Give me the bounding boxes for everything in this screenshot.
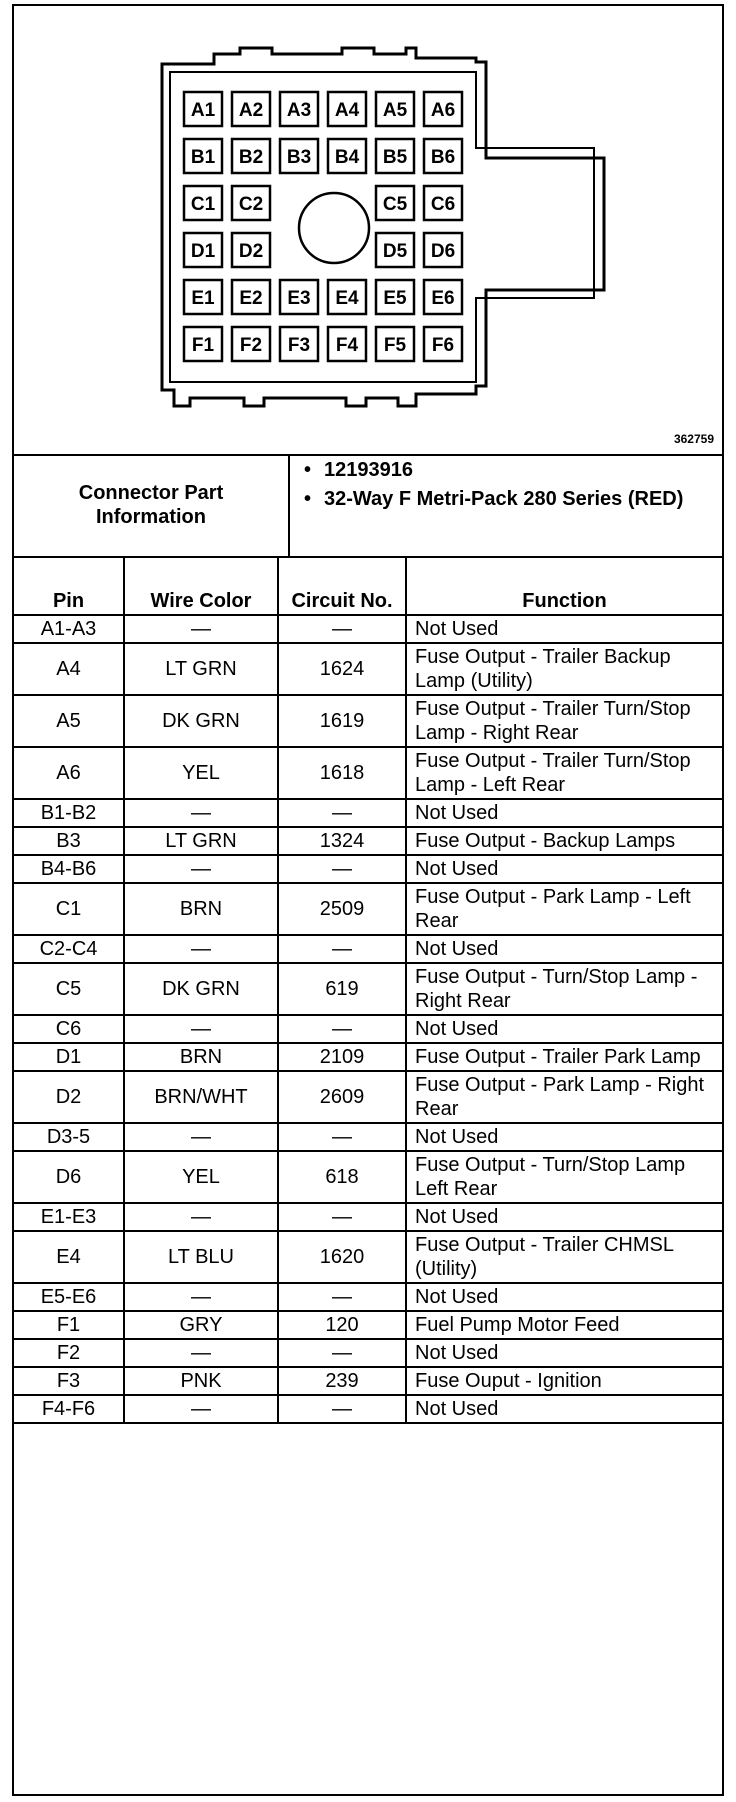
pin-cell: F4-F6 — [14, 1395, 124, 1423]
wire-color-cell: PNK — [124, 1367, 278, 1395]
pin-cell: B3 — [14, 827, 124, 855]
center-post — [299, 193, 369, 263]
wire-color-cell: — — [124, 799, 278, 827]
circuit-cell: — — [278, 1339, 406, 1367]
cavity-label: E3 — [287, 288, 311, 309]
cavity-label: D6 — [430, 241, 456, 262]
table-row — [14, 883, 722, 935]
cavity-label: B1 — [190, 147, 216, 168]
pin-cell: D6 — [14, 1151, 124, 1203]
pin-cell: D3-5 — [14, 1123, 124, 1151]
function-cell: Not Used — [406, 615, 722, 643]
function-cell: Fuse Output - Trailer Turn/Stop Lamp - Right Rear — [406, 695, 722, 747]
circuit-cell: — — [278, 935, 406, 963]
circuit-cell: — — [278, 799, 406, 827]
circuit-cell: 2509 — [278, 883, 406, 935]
table-row — [14, 935, 722, 963]
table-row — [14, 1231, 722, 1283]
pin-cell: D1 — [14, 1043, 124, 1071]
table-row — [14, 827, 722, 855]
table-row — [14, 1151, 722, 1203]
cavity-label: E4 — [335, 288, 359, 309]
cavity-label: D1 — [190, 241, 216, 262]
wire-color-cell: — — [124, 1015, 278, 1043]
table-row — [14, 1015, 722, 1043]
function-cell: Fuse Output - Trailer Backup Lamp (Utility) — [406, 643, 722, 695]
table-row — [14, 695, 722, 747]
table-row — [14, 963, 722, 1015]
table-row — [14, 643, 722, 695]
function-cell: Fuse Ouput - Ignition — [406, 1367, 722, 1395]
pin-cell: C6 — [14, 1015, 124, 1043]
cavity-label: D2 — [238, 241, 264, 262]
cavity-label: B4 — [334, 147, 360, 168]
circuit-cell: 239 — [278, 1367, 406, 1395]
wire-color-cell: BRN — [124, 883, 278, 935]
pin-cell: E4 — [14, 1231, 124, 1283]
function-cell: Fuse Output - Trailer Turn/Stop Lamp - Left Rear — [406, 747, 722, 799]
cavity-label: A6 — [430, 100, 456, 121]
pin-cell: B1-B2 — [14, 799, 124, 827]
cavity-label: B2 — [238, 147, 264, 168]
wire-color-cell: LT BLU — [124, 1231, 278, 1283]
wire-color-cell: BRN/WHT — [124, 1071, 278, 1123]
connector-info-label: Connector Part Information — [14, 454, 290, 556]
table-row — [14, 1203, 722, 1231]
cavity-label: E1 — [191, 288, 215, 309]
circuit-cell: — — [278, 1395, 406, 1423]
pin-table — [14, 556, 722, 1424]
circuit-cell: 2609 — [278, 1071, 406, 1123]
pin-cell: B4-B6 — [14, 855, 124, 883]
cavity-label: C2 — [238, 194, 264, 215]
pin-cell: F2 — [14, 1339, 124, 1367]
cavity-label: C6 — [430, 194, 456, 215]
circuit-cell: 618 — [278, 1151, 406, 1203]
wire-color-cell: — — [124, 615, 278, 643]
header-wire-color: Wire Color — [124, 556, 278, 615]
function-cell: Not Used — [406, 799, 722, 827]
pin-cell: C2-C4 — [14, 935, 124, 963]
circuit-cell: 120 — [278, 1311, 406, 1339]
pin-cell: E1-E3 — [14, 1203, 124, 1231]
header-pin: Pin — [14, 556, 124, 615]
cavity-label: A2 — [238, 100, 264, 121]
function-cell: Not Used — [406, 1123, 722, 1151]
circuit-cell: — — [278, 1015, 406, 1043]
table-row — [14, 1071, 722, 1123]
header-function: Function — [406, 556, 722, 615]
table-row — [14, 615, 722, 643]
table-row — [14, 1311, 722, 1339]
circuit-cell: — — [278, 615, 406, 643]
cavity-label: F5 — [383, 335, 407, 356]
pin-cell: F3 — [14, 1367, 124, 1395]
function-cell: Not Used — [406, 1283, 722, 1311]
wire-color-cell: LT GRN — [124, 643, 278, 695]
cavity-label: A1 — [190, 100, 216, 121]
figure-id-label: 362759 — [673, 432, 714, 446]
cavity-label: E5 — [383, 288, 407, 309]
function-cell: Not Used — [406, 1015, 722, 1043]
table-row — [14, 1123, 722, 1151]
cavity-label: F3 — [287, 335, 311, 356]
wire-color-cell: — — [124, 1203, 278, 1231]
function-cell: Fuse Output - Park Lamp - Left Rear — [406, 883, 722, 935]
pin-cell: F1 — [14, 1311, 124, 1339]
function-cell: Not Used — [406, 1339, 722, 1367]
header-circuit-no: Circuit No. — [278, 556, 406, 615]
cavity-label: C5 — [382, 194, 408, 215]
cavity-label: B5 — [382, 147, 408, 168]
wire-color-cell: DK GRN — [124, 695, 278, 747]
cavity-label: F2 — [239, 335, 263, 356]
cavity-label: D5 — [382, 241, 408, 262]
wire-color-cell: YEL — [124, 1151, 278, 1203]
pin-cell: A5 — [14, 695, 124, 747]
cavity-label: F4 — [335, 335, 359, 356]
circuit-cell: — — [278, 1283, 406, 1311]
circuit-cell: 1619 — [278, 695, 406, 747]
cavity-label: B6 — [430, 147, 456, 168]
cavity-label: A5 — [382, 100, 408, 121]
cavity-label: C1 — [190, 194, 216, 215]
function-cell: Fuse Output - Turn/Stop Lamp Left Rear — [406, 1151, 722, 1203]
wire-color-cell: BRN — [124, 1043, 278, 1071]
table-row — [14, 1283, 722, 1311]
wire-color-cell: LT GRN — [124, 827, 278, 855]
wire-color-cell: — — [124, 935, 278, 963]
function-cell: Fuse Output - Trailer CHMSL (Utility) — [406, 1231, 722, 1283]
function-cell: Fuse Output - Turn/Stop Lamp - Right Rear — [406, 963, 722, 1015]
wire-color-cell: — — [124, 1123, 278, 1151]
circuit-cell: 1324 — [278, 827, 406, 855]
connector-sheet — [12, 4, 724, 1796]
circuit-cell: — — [278, 855, 406, 883]
cavity-label: F6 — [431, 335, 455, 356]
wire-color-cell: — — [124, 1283, 278, 1311]
circuit-cell: 1624 — [278, 643, 406, 695]
circuit-cell: 2109 — [278, 1043, 406, 1071]
cavity-label: A4 — [334, 100, 360, 121]
pin-cell: C1 — [14, 883, 124, 935]
cavity-label: E2 — [239, 288, 263, 309]
table-row — [14, 1339, 722, 1367]
circuit-cell: — — [278, 1123, 406, 1151]
connector-part-number: • 12193916 — [290, 458, 720, 482]
function-cell: Not Used — [406, 855, 722, 883]
wire-color-cell: — — [124, 1395, 278, 1423]
wire-color-cell: GRY — [124, 1311, 278, 1339]
pin-cell: A6 — [14, 747, 124, 799]
pin-cell: C5 — [14, 963, 124, 1015]
table-row — [14, 1043, 722, 1071]
wire-color-cell: DK GRN — [124, 963, 278, 1015]
table-row — [14, 1395, 722, 1423]
cavity-label: B3 — [286, 147, 312, 168]
connector-face-drawing — [14, 6, 722, 454]
cavity-label: F1 — [191, 335, 215, 356]
table-row — [14, 799, 722, 827]
cavity-label: E6 — [431, 288, 455, 309]
function-cell: Fuse Output - Trailer Park Lamp — [406, 1043, 722, 1071]
pin-table-header-row — [14, 556, 722, 615]
wire-color-cell: — — [124, 855, 278, 883]
function-cell: Not Used — [406, 1395, 722, 1423]
wire-color-cell: — — [124, 1339, 278, 1367]
function-cell: Fuse Output - Backup Lamps — [406, 827, 722, 855]
connector-face-diagram — [14, 6, 722, 456]
pin-cell: A4 — [14, 643, 124, 695]
circuit-cell: 1620 — [278, 1231, 406, 1283]
table-row — [14, 747, 722, 799]
cavity-label: A3 — [286, 100, 312, 121]
pin-table-body — [14, 615, 722, 1423]
table-row — [14, 1367, 722, 1395]
pin-cell: A1-A3 — [14, 615, 124, 643]
pin-cell: D2 — [14, 1071, 124, 1123]
pin-cell: E5-E6 — [14, 1283, 124, 1311]
table-row — [14, 855, 722, 883]
function-cell: Fuse Output - Park Lamp - Right Rear — [406, 1071, 722, 1123]
wire-color-cell: YEL — [124, 747, 278, 799]
connector-info-list — [290, 458, 720, 516]
connector-description: • 32-Way F Metri-Pack 280 Series (RED) — [290, 487, 720, 511]
circuit-cell: — — [278, 1203, 406, 1231]
circuit-cell: 619 — [278, 963, 406, 1015]
circuit-cell: 1618 — [278, 747, 406, 799]
function-cell: Fuel Pump Motor Feed — [406, 1311, 722, 1339]
function-cell: Not Used — [406, 1203, 722, 1231]
function-cell: Not Used — [406, 935, 722, 963]
connector-part-information — [14, 454, 722, 558]
pin-cavity-grid — [184, 92, 462, 361]
